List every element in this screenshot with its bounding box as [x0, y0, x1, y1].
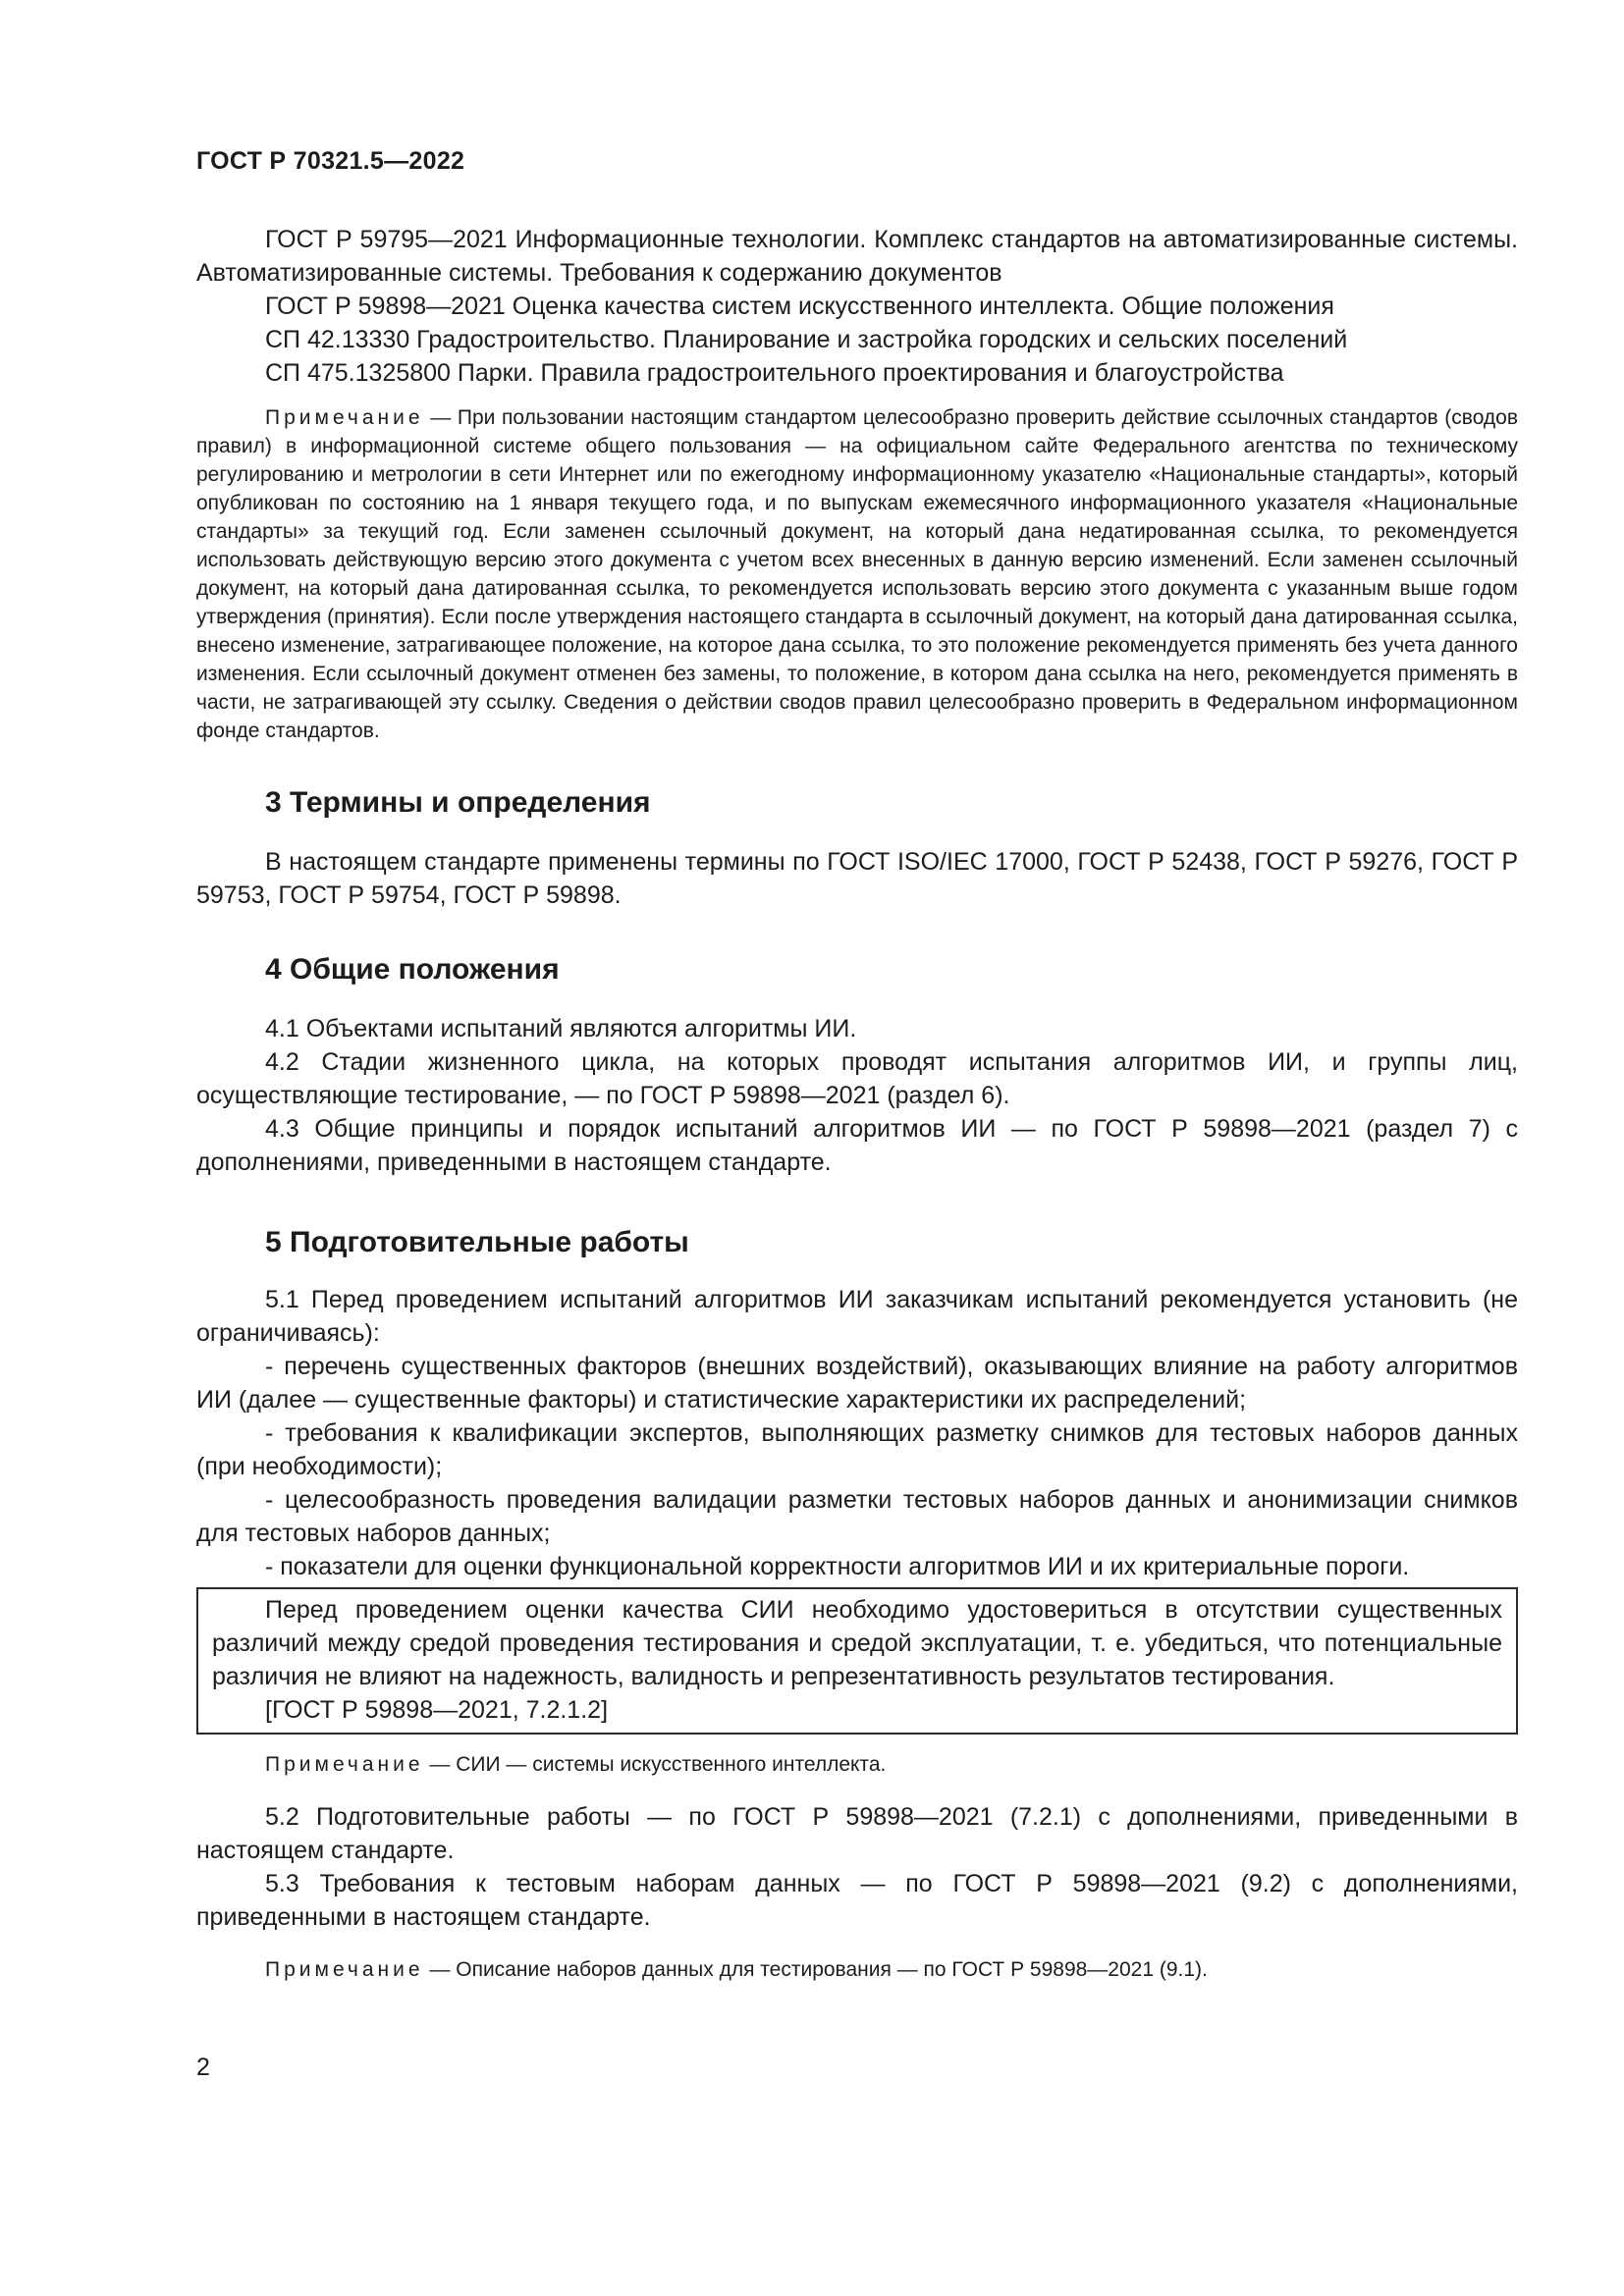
section-3-title: 3 Термины и определения — [265, 786, 651, 819]
document-header: ГОСТ Р 70321.5—2022 — [196, 147, 465, 175]
references-list — [196, 223, 1518, 390]
clause-4-2: 4.2 Стадии жизненного цикла, на которых проводят испытания алгоритмов ИИ, и группы лиц, осуществляющие тестирование, — по ГОСТ Р 59898—2021 (раздел 6). — [196, 1048, 1518, 1109]
note-sii — [196, 1750, 1518, 1779]
list-item: - перечень существенных факторов (внешних воздействий), оказывающих влияние на работу алгоритмов ИИ (далее — существенные факторы) и статистические характеристики их распределений; — [196, 1353, 1518, 1414]
list-item: - требования к квалификации экспертов, выполняющих разметку снимков для тестовых наборов данных (при необходимости); — [196, 1419, 1518, 1480]
quote-text: Перед проведением оценки качества СИИ необходимо удостовериться в отсутствии существенных различий между средой проведения тестирования и средой эксплуатации, т. е. убедиться, что потенциальные различия не влияют на надежность, валидность и репрезентативность результатов тестирования. — [212, 1596, 1502, 1690]
note-label: Примечание — [265, 1753, 424, 1776]
note-text: — При пользовании настоящим стандартом целесообразно проверить действие ссылочных стандартов (сводов правил) в информационной системе общего пользования — на официальном сайте Федерального агентства по техническому регулированию и метрологии в сети Интернет или по ежегодному информационному указателю «Национальные стандарты», который опубликован по состоянию на 1 января текущего года, и по выпускам ежемесячного информационного указателя «Национальные стандарты» за текущий год. Если заменен ссылочный документ, на который дана недатированная ссылка, то рекомендуется использовать действующую версию этого документа с учетом всех внесенных в данную версию изменений. Если заменен ссылочный документ, на который дана датированная ссылка, то рекомендуется использовать версию этого документа с указанным выше годом утверждения (принятия). Если после утверждения настоящего стандарта в ссылочный документ, на который дана датированная ссылка, внесено изменение, затрагивающее положение, на которое дана ссылка, то это положение рекомендуется применять без учета данного изменения. Если ссылочный документ отменен без замены, то положение, в котором дана ссылка на него, рекомендуется применять в части, не затрагивающей эту ссылку. Сведения о действии сводов правил целесообразно проверить в Федеральном информационном фонде стандартов. — [196, 406, 1518, 742]
document-page — [196, 147, 1518, 1984]
clause-5-3: 5.3 Требования к тестовым наборам данных — по ГОСТ Р 59898—2021 (9.2) с дополнениями, приведенными в настоящем стандарте. — [196, 1870, 1518, 1931]
section-4-title: 4 Общие положения — [265, 953, 560, 986]
section-3-text: В настоящем стандарте применены термины по ГОСТ ISO/IEC 17000, ГОСТ Р 52438, ГОСТ Р 59276, ГОСТ Р 59753, ГОСТ Р 59754, ГОСТ Р 59898. — [196, 848, 1518, 909]
reference-item: СП 42.13330 Градостроительство. Планирование и застройка городских и сельских поселений — [265, 326, 1348, 353]
note-text: — Описание наборов данных для тестирования — по ГОСТ Р 59898—2021 (9.1). — [423, 1958, 1208, 1981]
note-label: Примечание — [265, 406, 424, 429]
page-number: 2 — [196, 2054, 210, 2081]
reference-item: СП 475.1325800 Парки. Правила градостроительного проектирования и благоустройства — [265, 359, 1284, 387]
clause-4-3: 4.3 Общие принципы и порядок испытаний алгоритмов ИИ — по ГОСТ Р 59898—2021 (раздел 7) с дополнениями, приведенными в настоящем стандарте. — [196, 1115, 1518, 1176]
note-text: — СИИ — системы искусственного интеллекта. — [423, 1753, 887, 1776]
list-item: - показатели для оценки функциональной корректности алгоритмов ИИ и их критериальные пороги. — [265, 1553, 1410, 1580]
clause-5-1: 5.1 Перед проведением испытаний алгоритмов ИИ заказчикам испытаний рекомендуется установить (не ограничиваясь): — [196, 1286, 1518, 1347]
reference-item: ГОСТ Р 59898—2021 Оценка качества систем искусственного интеллекта. Общие положения — [265, 293, 1334, 320]
clause-4-1: 4.1 Объектами испытаний являются алгоритмы ИИ. — [265, 1015, 857, 1042]
note-references — [196, 403, 1518, 745]
reference-item: ГОСТ Р 59795—2021 Информационные технологии. Комплекс стандартов на автоматизированные системы. Автоматизированные системы. Требования к содержанию документов — [196, 226, 1518, 287]
quote-source: [ГОСТ Р 59898—2021, 7.2.1.2] — [265, 1696, 609, 1724]
list-item: - целесообразность проведения валидации разметки тестовых наборов данных и анонимизации снимков для тестовых наборов данных; — [196, 1486, 1518, 1547]
note-label: Примечание — [265, 1958, 424, 1981]
clause-5-2: 5.2 Подготовительные работы — по ГОСТ Р 59898—2021 (7.2.1) с дополнениями, приведенными в настоящем стандарте. — [196, 1803, 1518, 1864]
note-datasets — [196, 1955, 1518, 1984]
section-5-title: 5 Подготовительные работы — [265, 1226, 689, 1258]
quote-box — [196, 1587, 1518, 1735]
